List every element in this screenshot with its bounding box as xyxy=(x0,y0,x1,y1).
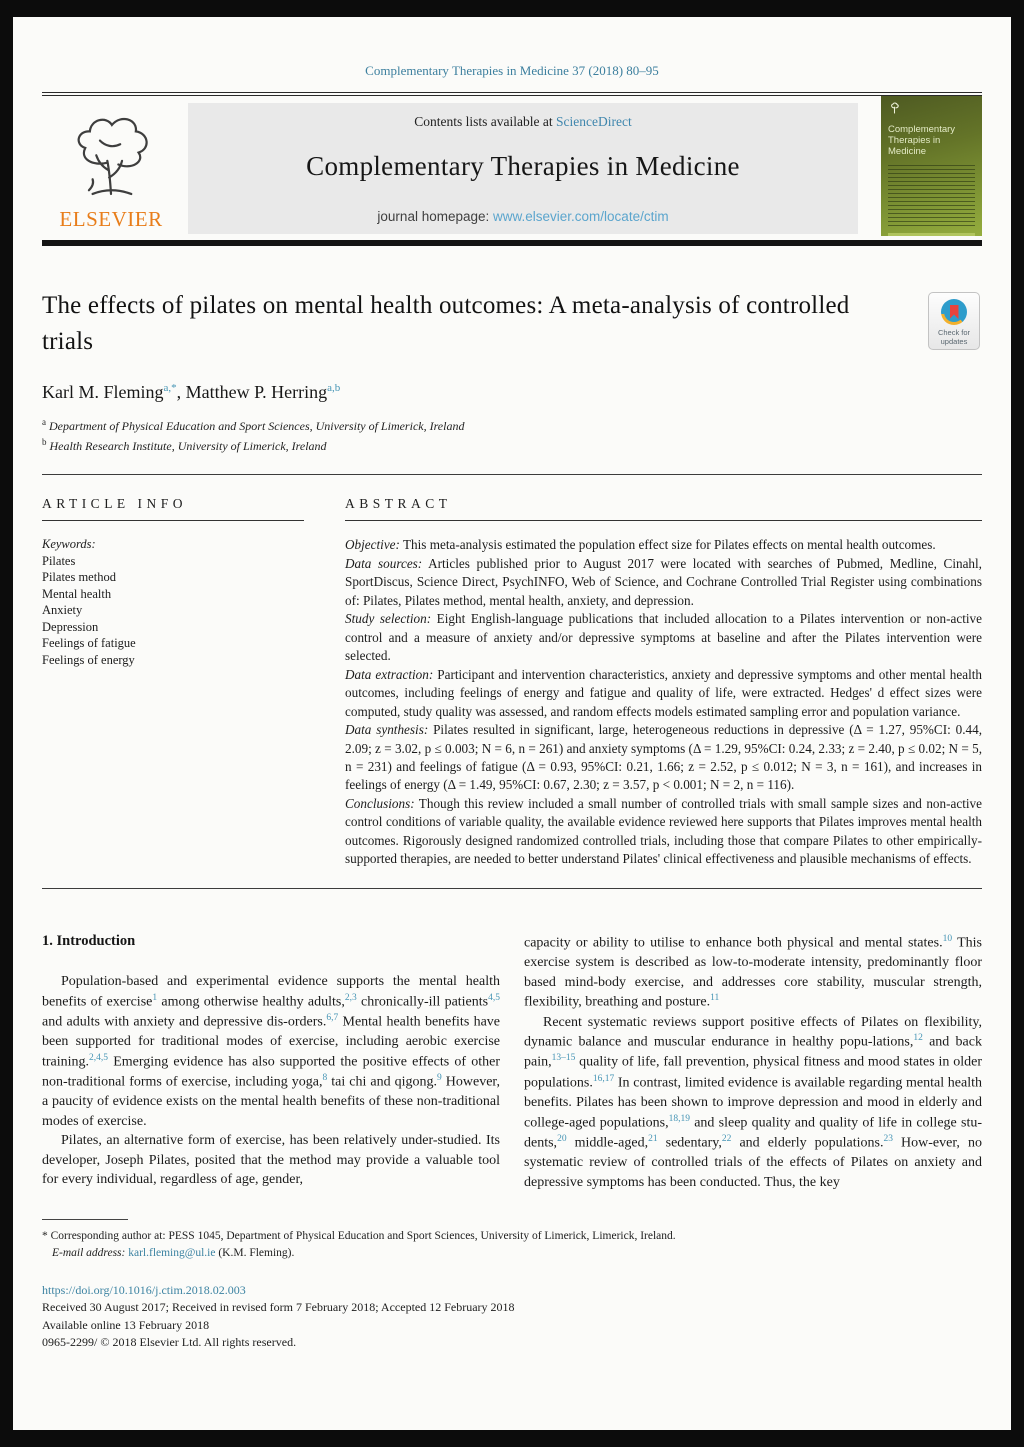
article-info-heading: ARTICLE INFO xyxy=(42,496,188,512)
intro-paragraph: Pilates, an alternative form of exercise, has been relatively under-studied. Its developer, Joseph Pilates, posited that the method may provide a valuable tool for every individual, regardless of age, gender, xyxy=(42,1133,500,1188)
abstract-column xyxy=(345,496,982,869)
author-line: Karl M. Fleming$^{a,*}$, Matthew P. Herring$^{a,b}$ xyxy=(42,382,341,402)
abstract-data-sources: Data sources: Articles published prior to August 2017 were located with searches of Pubmed, Medline, Cinahl, SportDiscus, Science Direct, PsychINFO, Web of Science, and Cochrane Controlled Trial Register using combinations of: Pilates, Pilates method, mental health, anxiety, and depression. xyxy=(345,555,982,608)
footnote-rule xyxy=(42,1219,128,1220)
journal-cover-column xyxy=(881,103,982,234)
abstract-heading: ABSTRACT xyxy=(345,496,452,512)
received-dates-line: Received 30 August 2017; Received in revised form 7 February 2018; Accepted 12 February 2018 xyxy=(42,1300,515,1315)
cover-tree-icon xyxy=(888,102,901,115)
cover-journal-title: Complementary Therapies in Medicine xyxy=(888,124,956,158)
header-top-rule xyxy=(42,92,982,96)
journal-cover-thumbnail[interactable] xyxy=(881,96,982,236)
affiliation-a xyxy=(42,416,982,436)
keyword-item: Feelings of fatigue xyxy=(42,636,136,651)
intro-right-column xyxy=(524,933,982,1192)
contents-line xyxy=(188,114,858,130)
homepage-label: journal homepage: xyxy=(377,209,494,224)
doi-link[interactable]: https://doi.org/10.1016/j.ctim.2018.02.003 xyxy=(42,1282,246,1297)
keyword-item: Pilates method xyxy=(42,570,116,585)
email-label: E-mail address: xyxy=(52,1247,129,1260)
article-title: The effects of pilates on mental health outcomes: A meta-analysis of controlled trials xyxy=(42,292,850,355)
abstract-bottom-rule xyxy=(42,888,982,889)
journal-title: Complementary Therapies in Medicine xyxy=(306,151,740,181)
affiliation-b-sup: b xyxy=(42,436,47,447)
homepage-url-link[interactable]: www.elsevier.com/locate/ctim xyxy=(493,209,669,224)
available-online-line: Available online 13 February 2018 xyxy=(42,1317,210,1332)
affiliation-a-sup: a xyxy=(42,417,46,427)
contents-prefix: Contents lists available at xyxy=(414,114,556,129)
footer-meta xyxy=(42,1282,982,1352)
intro-left-column xyxy=(42,933,500,1192)
affiliations xyxy=(42,416,982,455)
keyword-item: Depression xyxy=(42,619,99,634)
check-updates-label: Check for updates xyxy=(937,328,971,347)
keywords-list xyxy=(42,536,304,668)
elsevier-wordmark: ELSEVIER xyxy=(59,207,163,231)
elsevier-logo xyxy=(42,103,180,234)
introduction-heading: 1. Introduction xyxy=(42,932,136,949)
affiliation-a-text: Department of Physical Education and Sport Sciences, University of Limerick, Ireland xyxy=(49,419,465,433)
bookmark-icon xyxy=(950,305,959,319)
info-abstract-section xyxy=(42,475,982,869)
cover-footer-band xyxy=(888,233,975,236)
article-info-column xyxy=(42,496,304,869)
crossmark-icon xyxy=(941,299,967,325)
sciencedirect-link[interactable]: ScienceDirect xyxy=(556,114,632,129)
affiliation-b-text: Health Research Institute, University of Limerick, Ireland xyxy=(49,438,327,453)
paper-page xyxy=(13,17,1011,1430)
abstract-data-synthesis: Data synthesis: Pilates resulted in significant, large, heterogeneous reductions in depressive (Δ = 1.27, 95%CI: 0.44, 2.09; z = 3.02, p ≤ 0.003; N = 6, n = 261) and anxiety symptoms (Δ = 1.29, 95%CI: 0.24, 2.33; z = 2.40, p ≤ 0.02; N = 5, n = 231) and feelings of fatigue (Δ = 0.93, 95%CI: 0.21, 1.66; z = 2.52, p ≤ 0.012; N = 3, n = 161), and increases in feelings of energy (Δ = 1.49, 95%CI: 0.67, 2.30; z = 3.57, p < 0.001; N = 2, n = 116). xyxy=(345,722,982,793)
introduction-section xyxy=(42,933,982,1192)
issn-copyright-line: 0965-2299/ © 2018 Elsevier Ltd. All rights reserved. xyxy=(42,1334,297,1349)
journal-citation: Complementary Therapies in Medicine 37 (2018) 80–95 xyxy=(365,63,659,78)
keyword-item: Mental health xyxy=(42,586,112,601)
affiliation-b xyxy=(42,436,982,456)
elsevier-tree-icon xyxy=(65,111,157,207)
email-suffix: (K.M. Fleming). xyxy=(215,1247,295,1260)
abstract-conclusions: Conclusions: Though this review included a small number of controlled trials with small sample sizes and non-active control conditions of variable quality, the available evidence reviewed here supports that Pilates improves mental health outcomes. Rigorously designed randomized controlled trials, including those that compare Pilates to other empirically-supported therapies, are needed to better understand Pilates' clinical effectiveness and plausible mechanisms of effects. xyxy=(345,795,982,867)
journal-masthead xyxy=(42,103,982,234)
corresponding-author-footnote xyxy=(42,1228,982,1263)
keyword-item: Pilates xyxy=(42,553,76,568)
abstract-data-extraction: Data extraction: Participant and intervention characteristics, anxiety and depressive symptoms and other mental health outcomes, including feelings of energy and fatigue and quality of life, were extracted. Hedges' d effect sizes were computed, study quality was assessed, and random effects models estimated sampling error and population variance. xyxy=(345,666,982,719)
check-for-updates-badge[interactable] xyxy=(928,292,980,350)
keywords-label: Keywords: xyxy=(42,537,96,552)
masthead-bottom-bar xyxy=(42,240,982,246)
cover-toc-lines xyxy=(888,165,975,227)
intro-paragraph: Recent systematic reviews support positive effects of Pilates on flexibility, dynamic balance and muscular endurance in healthy popu-lations,$^{12}$ and back pain,$^{13-15}$ quality of life, fall prevention, physical fitness and mood states in older populations.$^{16,17}$ In contrast, limited evidence is available regarding mental health benefits. Pilates has been shown to improve depression and mood in elderly and college-aged populations,$^{18,19}$ and sleep quality and quality of life in college stu-dents,$^{20}$ middle-aged,$^{21}$ sedentary,$^{22}$ and elderly populations.$^{23}$ How-ever, no systematic review of controlled trials of the effects of Pilates on anxiety and depressive symptoms has been conducted. Thus, the key xyxy=(524,1014,982,1190)
email-link[interactable]: karl.fleming@ul.ie xyxy=(128,1247,216,1260)
keyword-item: Anxiety xyxy=(42,603,83,618)
article-info-underline xyxy=(42,520,304,521)
keyword-item: Feelings of energy xyxy=(42,652,135,667)
abstract-underline xyxy=(345,520,982,521)
abstract-objective: Objective: This meta-analysis estimated the population effect size for Pilates effects on mental health outcomes. xyxy=(345,537,936,553)
abstract-body xyxy=(345,536,982,869)
corresponding-author-line: * Corresponding author at: PESS 1045, Department of Physical Education and Sport Sciences, University of Limerick, Limerick, Ireland. xyxy=(42,1230,676,1243)
intro-paragraph: Population-based and experimental evidence supports the mental health benefits of exercise$^1$ among otherwise healthy adults,$^{2,3}$ chronically-ill patients$^{4,5}$ and adults with anxiety and depressive dis-orders.$^{6,7}$ Mental health benefits have been supported for traditional modes of exercise, including aerobic exercise training.$^{2,4,5}$ Emerging evidence has also supported the positive effects of other non-traditional forms of exercise, including yoga,$^8$ tai chi and qigong.$^9$ However, a paucity of evidence exists on the mental health benefits of these non-traditional modes of exercise. xyxy=(42,973,501,1129)
title-block xyxy=(42,288,982,455)
homepage-line xyxy=(188,209,858,224)
email-line xyxy=(42,1245,982,1262)
abstract-study-selection: Study selection: Eight English-language publications that included allocation to a Pilates intervention or non-active control and a measure of anxiety and/or depressive symptoms at baseline and after the Pilates intervention were selected. xyxy=(345,611,982,664)
masthead-center xyxy=(188,103,858,234)
intro-paragraph: capacity or ability to utilise to enhance both physical and mental states.$^{10}$ This exercise system is described as low-to-moderate intensity, predominantly floor based mind-body exercise, and addresses core stability, muscular strength, flexibility, breathing and posture.$^{11}$ xyxy=(524,933,983,1010)
